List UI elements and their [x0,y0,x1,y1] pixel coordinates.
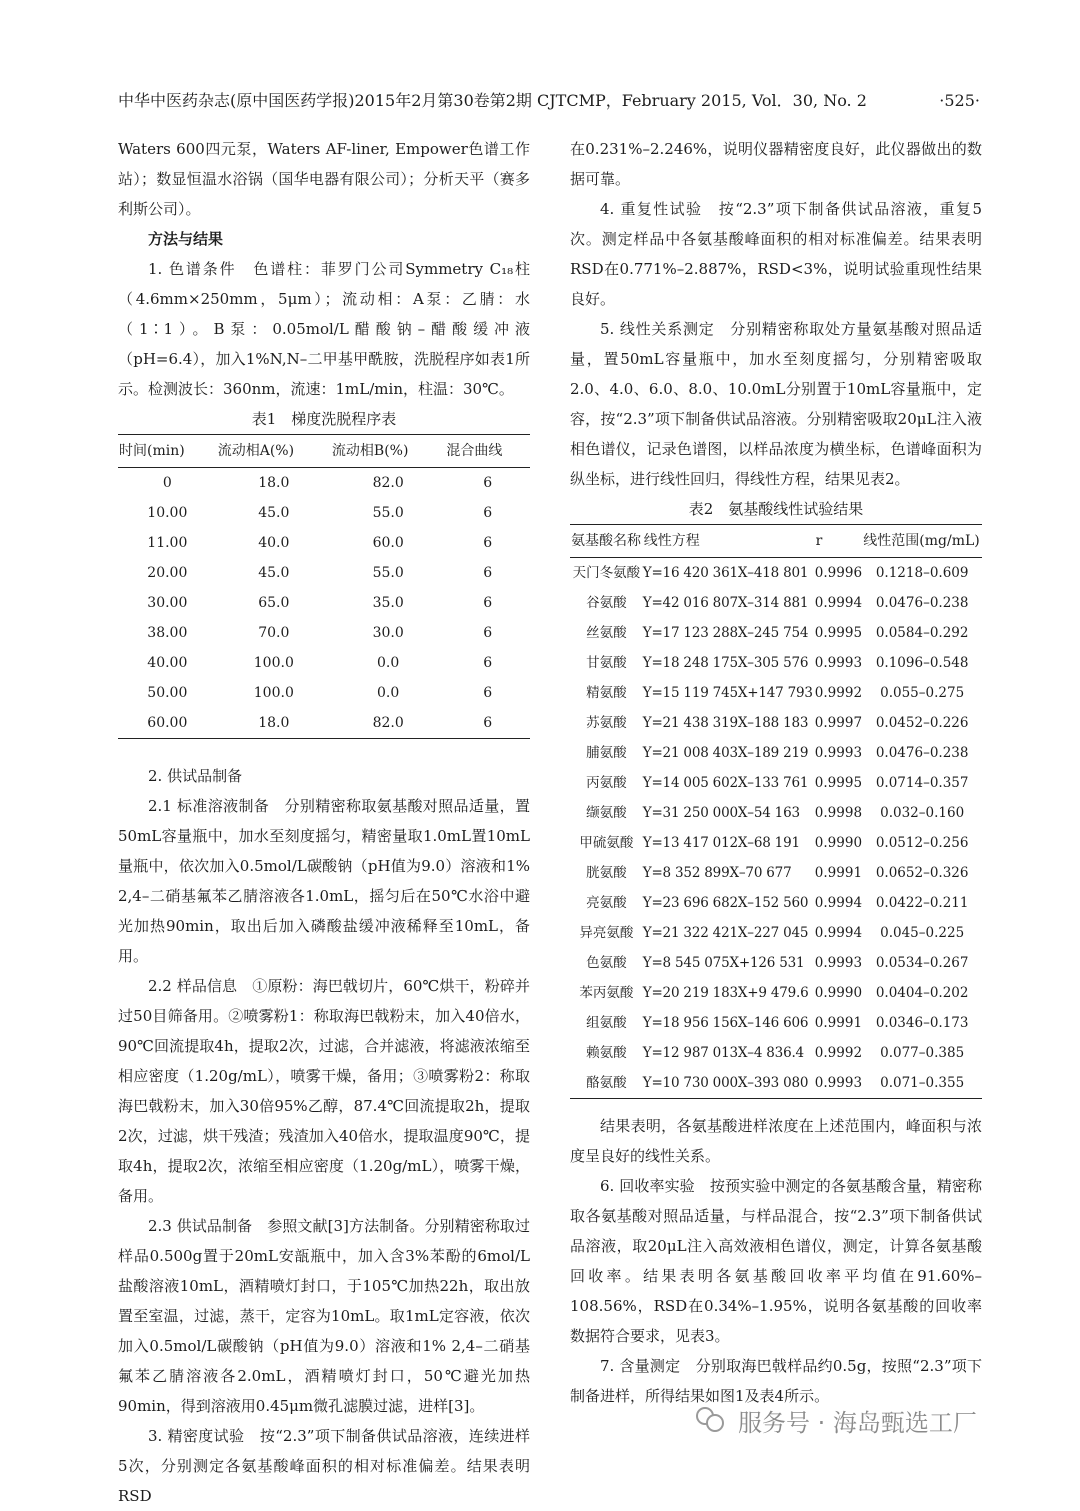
table-cell: 6 [483,505,493,521]
table-row [570,918,982,948]
table-cell: 0.9993 [814,955,863,971]
para-6: 6. 回收率实验 按预实验中测定的各氨基酸含量，精密称取各氨基酸对照品适量，与样品混合，按“2.3”项下制备供试品溶液，取20μL注入高效液相色谱仪，测定，计算各氨基酸回收率。结果表明各氨基酸回收率平均值在91.60%–108.56%，RSD在0.34%–1.95%，说明各氨基酸的回收率数据符合要求，见表3。 [570,1177,982,1345]
table-row [118,468,530,499]
table-cell: Y=21 322 421X–227 045 [642,925,809,941]
section2-heading: 2. 供试品制备 [148,767,243,785]
table-cell: 组氨酸 [586,1015,627,1031]
table-row [570,1068,982,1099]
table-cell: 0.077–0.385 [880,1045,965,1061]
table-row [570,588,982,618]
table-cell: 100.0 [253,685,294,701]
table-cell: 0.9996 [814,565,863,581]
column-header: 流动相A(%) [217,443,295,459]
table-row [118,648,530,678]
table-cell: 20.00 [147,565,188,581]
table-cell: 0.9995 [814,775,863,791]
table-cell: 0.9997 [814,715,863,731]
table-cell: 40.00 [147,655,188,671]
table-cell: 0.032–0.160 [880,805,965,821]
table-cell: 6 [483,595,493,611]
left-column [118,134,530,1511]
table-cell: 0.0 [377,655,400,671]
table-cell: 30.00 [147,595,188,611]
para-5: 5. 线性关系测定 分别精密称取处方量氨基酸对照品适量，置50mL容量瓶中，加水至刻度摇匀，分别精密吸取2.0、4.0、6.0、8.0、10.0mL分别置于10mL容量瓶中，定容，按“2.3”项下制备供试品溶液。分别精密吸取20μL注入液相色谱仪，记录色谱图，以样品浓度为横坐标，色谱峰面积为纵坐标，进行线性回归，得线性方程，结果见表2。 [570,320,982,488]
table-cell: 丝氨酸 [586,625,627,641]
table-cell: 0.0404–0.202 [875,985,969,1001]
table-cell: Y=15 119 745X+147 793 [642,685,813,701]
table-cell: 谷氨酸 [586,595,627,611]
table-row [570,558,982,589]
table-cell: 65.0 [258,595,290,611]
column-header: 线性方程 [643,533,700,549]
table-cell: 苯丙氨酸 [579,985,634,1001]
table-cell: 6 [483,565,493,581]
column-header: 混合曲线 [446,443,503,459]
table-cell: 0.1218–0.609 [875,565,969,581]
table-cell: 6 [483,685,493,701]
table-cell: 60.00 [147,715,188,731]
table-cell: 0.9992 [814,685,863,701]
table1-gradient [118,434,530,739]
table-cell: Y=12 987 013X–4 836.4 [642,1045,804,1061]
table-row [570,858,982,888]
table-row [570,948,982,978]
table-row [118,618,530,648]
table-cell: 45.0 [258,505,290,521]
table-cell: 0.9993 [814,655,863,671]
right-column [570,134,982,1411]
para-3-continued: 在0.231%–2.246%，说明仪器精密度良好，此仪器做出的数据可靠。 [570,140,982,188]
table-cell: 0.1096–0.548 [875,655,969,671]
table-cell: 天门冬氨酸 [572,565,641,581]
table-cell: 0.0452–0.226 [875,715,969,731]
table-cell: 胱氨酸 [586,865,627,881]
table-cell: 38.00 [147,625,188,641]
table-cell: 55.0 [372,565,404,581]
result-paragraph: 结果表明，各氨基酸进样浓度在上述范围内，峰面积与浓度呈良好的线性关系。 [570,1117,982,1165]
para-4: 4. 重复性试验 按“2.3”项下制备供试品溶液，重复5次。测定样品中各氨基酸峰面积的相对标准偏差。结果表明RSD在0.771%–2.887%，RSD<3%，说明试验重现性结果良好。 [570,200,982,308]
table-row [570,708,982,738]
table-cell: Y=18 248 175X–305 576 [642,655,809,671]
running-head [118,88,980,114]
table-cell: 0.9991 [814,865,863,881]
table-cell: 0.9991 [814,1015,863,1031]
table-row [570,1008,982,1038]
table1-caption: 表1 梯度洗脱程序表 [251,410,397,428]
table-cell: 0.9993 [814,1075,863,1091]
table-row [570,828,982,858]
table-cell: 异亮氨酸 [579,925,634,941]
table-cell: 0.0534–0.267 [875,955,969,971]
column-header: 线性范围(mg/mL) [863,533,980,549]
para-7: 7. 含量测定 分别取海巴戟样品约0.5g，按照“2.3”项下制备进样，所得结果如图1及表4所示。 [570,1357,982,1405]
table-cell: Y=8 545 075X+126 531 [642,955,805,971]
table-cell: 精氨酸 [586,685,627,701]
table-cell: Y=13 417 012X–68 191 [642,835,800,851]
table-cell: 脯氨酸 [586,745,627,761]
table-cell: 0.045–0.225 [880,925,965,941]
table-cell: 6 [483,655,493,671]
table-cell: 6 [483,715,493,731]
table-row [118,498,530,528]
table-cell: 18.0 [258,475,290,491]
table-cell: Y=18 956 156X–146 606 [642,1015,809,1031]
page-number: ·525· [939,91,980,110]
table-cell: 30.0 [372,625,404,641]
table-cell: 缬氨酸 [586,805,627,821]
table-cell: 0.0512–0.256 [875,835,969,851]
table-row [118,708,530,739]
table-cell: 50.00 [147,685,188,701]
table-cell: Y=42 016 807X–314 881 [642,595,809,611]
table2-linearity [570,524,982,1099]
para-2-3: 2.3 供试品制备 参照文献[3]方法制备。分别精密称取过样品0.500g置于20mL安瓿瓶中，加入含3%苯酚的6mol/L盐酸溶液10mL，酒精喷灯封口，于105℃加热22h，取出放置至室温，过滤，蒸干，定容为10mL。取1mL定容液，依次加入0.5mol/L碳酸钠（pH值为9.0）溶液和1% 2,4–二硝基氟苯乙腈溶液各2.0mL，酒精喷灯封口，50℃避光加热90min，得到溶液用0.45μm微孔滤膜过滤，进样[3]。 [118,1217,530,1415]
table-row [118,558,530,588]
para-3: 3. 精密度试验 按“2.3”项下制备供试品溶液，连续进样5次，分别测定各氨基酸峰面积的相对标准偏差。结果表明RSD [118,1427,530,1505]
table-cell: 0.9993 [814,745,863,761]
table-row [570,678,982,708]
table-cell: 100.0 [253,655,294,671]
table-row [118,528,530,558]
table-cell: Y=16 420 361X–418 801 [642,565,809,581]
chromatography-paragraph: 1. 色谱条件 色谱柱：菲罗门公司Symmetry C₁₈柱（4.6mm×250mm，5μm）；流动相：A泵：乙腈：水（1∶1）。B泵：0.05mol/L醋酸钠–醋酸缓冲液（pH=6.4），加入1%N,N–二甲基甲酰胺，洗脱程序如表1所示。检测波长：360nm，流速：1mL/min，柱温：30℃。 [118,260,530,398]
table-row [118,678,530,708]
table-cell: Y=8 352 899X–70 677 [642,865,792,881]
methods-heading: 方法与结果 [148,230,224,248]
table-cell: 0.0476–0.238 [875,745,969,761]
table-cell: 0.9992 [814,1045,863,1061]
table-cell: 色氨酸 [586,955,627,971]
table-cell: Y=21 008 403X–189 219 [642,745,809,761]
table-cell: 55.0 [372,505,404,521]
table-cell: 0.9994 [814,925,863,941]
table-cell: 60.0 [372,535,404,551]
table-row [118,588,530,618]
table-cell: 0.0714–0.357 [875,775,969,791]
table-cell: 赖氨酸 [586,1045,627,1061]
table-row [570,1038,982,1068]
table-cell: 45.0 [258,565,290,581]
table-cell: 丙氨酸 [586,775,627,791]
table-row [570,618,982,648]
table-cell: Y=14 005 602X–133 761 [642,775,809,791]
table-cell: 酪氨酸 [586,1075,627,1091]
instruments-paragraph: Waters 600四元泵，Waters AF-liner, Empower色谱工作站）；数显恒温水浴锅（国华电器有限公司）；分析天平（赛多利斯公司）。 [118,140,530,218]
table-cell: 0 [162,475,172,491]
table-cell: Y=20 219 183X+9 479.6 [642,985,809,1001]
table-cell: Y=10 730 000X–393 080 [642,1075,809,1091]
column-header: 时间(min) [119,443,185,459]
table-cell: 0.9995 [814,625,863,641]
journal-citation: 中华中医药杂志(原中国医药学报)2015年2月第30卷第2期 CJTCMP，February 2015, Vol．30, No. 2 [118,91,867,110]
table-cell: Y=17 123 288X–245 754 [642,625,809,641]
table-row [570,888,982,918]
table-cell: 11.00 [147,535,188,551]
table-cell: 0.0584–0.292 [875,625,969,641]
table-row [570,648,982,678]
table-row [570,768,982,798]
table-cell: 0.0652–0.326 [875,865,969,881]
table-cell: Y=23 696 682X–152 560 [642,895,809,911]
table-cell: 6 [483,475,493,491]
table-cell: 0.9990 [814,835,863,851]
table-cell: 0.055–0.275 [880,685,965,701]
table2-caption: 表2 氨基酸线性试验结果 [688,500,864,518]
para-2-1: 2.1 标准溶液制备 分别精密称取氨基酸对照品适量，置50mL容量瓶中，加水至刻度摇匀，精密量取1.0mL置10mL量瓶中，依次加入0.5mol/L碳酸钠（pH值为9.0）溶液和1% 2,4–二硝基氟苯乙腈溶液各1.0mL，摇匀后在50℃水浴中避光加热90min，取出后加入磷酸盐缓冲液稀释至10mL，备用。 [118,797,530,965]
table-cell: 35.0 [372,595,404,611]
table-cell: 甘氨酸 [586,655,627,671]
table-cell: 0.9990 [814,985,863,1001]
table-cell: 0.9994 [814,895,863,911]
table-cell: 苏氨酸 [586,715,627,731]
table-cell: 0.9998 [814,805,863,821]
table-row [570,738,982,768]
table-cell: 82.0 [372,715,404,731]
table-cell: Y=21 438 319X–188 183 [642,715,809,731]
watermark [696,1400,977,1440]
table-cell: Y=31 250 000X–54 163 [642,805,800,821]
table-cell: 18.0 [258,715,290,731]
table-cell: 亮氨酸 [586,895,627,911]
column-header: 流动相B(%) [331,443,409,459]
table-cell: 0.0346–0.173 [875,1015,969,1031]
table-row [570,978,982,1008]
table-cell: 甲硫氨酸 [579,835,634,851]
wechat-icon [696,1407,726,1433]
table-cell: 0.0476–0.238 [875,595,969,611]
table-cell: 0.0422–0.211 [875,895,969,911]
table-cell: 0.9994 [814,595,863,611]
table-cell: 0.0 [377,685,400,701]
para-2-2: 2.2 样品信息 ①原粉：海巴戟切片，60℃烘干，粉碎并过50目筛备用。②喷雾粉1：称取海巴戟粉末，加入40倍水，90℃回流提取4h，提取2次，过滤，合并滤液，将滤液浓缩至相应密度（1.20g/mL），喷雾干燥，备用；③喷雾粉2：称取海巴戟粉末，加入30倍95%乙醇，87.4℃回流提取2h，提取2次，过滤，烘干残渣；残渣加入40倍水，提取温度90℃，提取4h，提取2次，浓缩至相应密度（1.20g/mL），喷雾干燥，备用。 [118,977,530,1205]
watermark-text: 服务号 · 海岛甄选工厂 [738,1408,977,1437]
table-cell: 70.0 [258,625,290,641]
table-cell: 6 [483,535,493,551]
table-cell: 82.0 [372,475,404,491]
table-cell: 0.071–0.355 [880,1075,965,1091]
table-cell: 6 [483,625,493,641]
column-header: r [815,533,823,549]
table-cell: 10.00 [147,505,188,521]
table-row [570,798,982,828]
table-cell: 40.0 [258,535,290,551]
column-header: 氨基酸名称 [571,533,641,549]
